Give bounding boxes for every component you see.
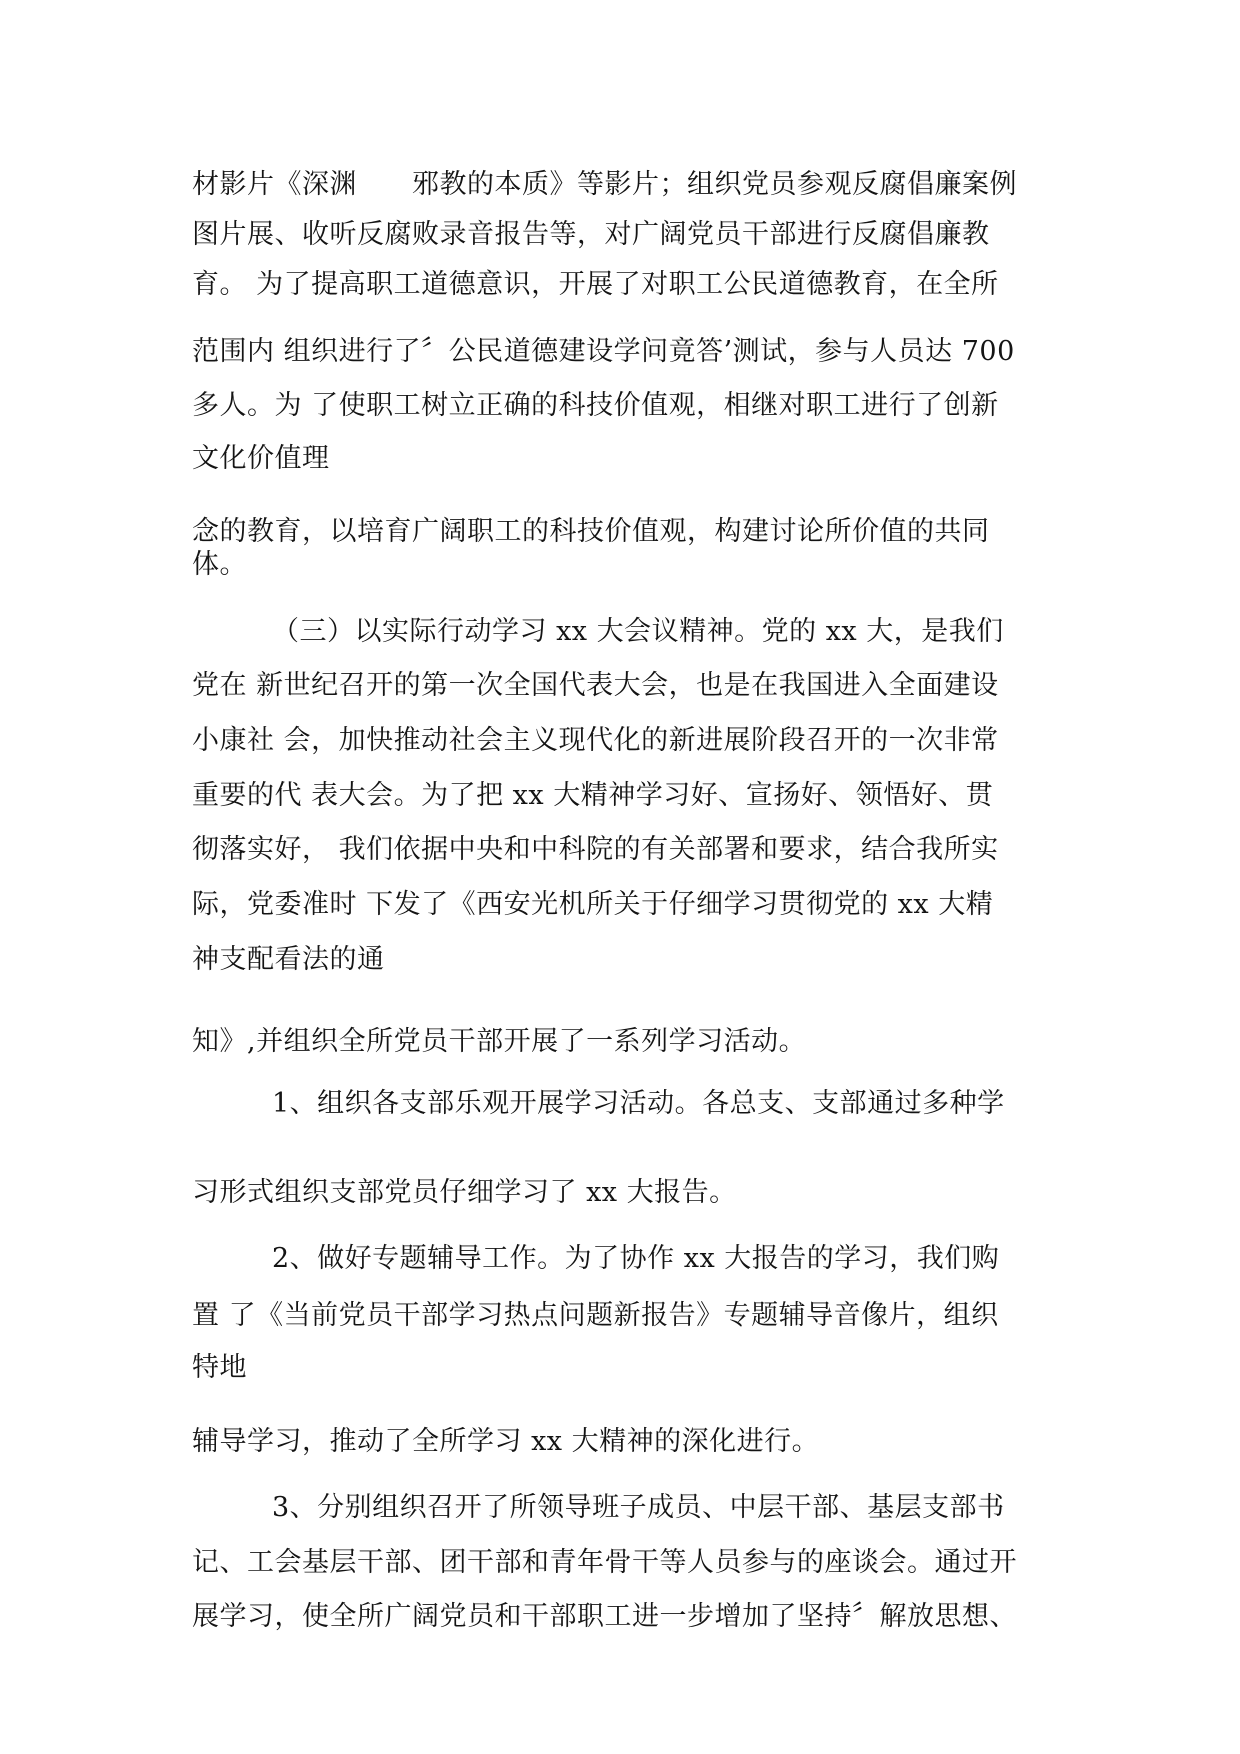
text-line: 范围内 组织进行了〞公民道德建设学问竟答’测试，参与人员达 700 [192, 336, 1015, 367]
text-line: 育。 为了提高职工道德意识，开展了对职工公民道德教育，在全所 [192, 269, 999, 300]
text-line: 置 了《当前党员干部学习热点问题新报告》专题辅导音像片，组织 [192, 1300, 999, 1331]
text-line: 辅导学习，推动了全所学习 xx 大精神的深化进行。 [192, 1426, 820, 1457]
text-line: 材影片《深渊 邪教的本质》等影片；组织党员参观反腐倡廉案例 [192, 169, 1017, 200]
paragraph-start-line: （三）以实际行动学习 xx 大会议精神。党的 xx 大，是我们 [272, 616, 1004, 647]
text-line: 图片展、收听反腐败录音报告等，对广阔党员干部进行反腐倡廉教 [192, 219, 990, 250]
paragraph-start-line: 3、分别组织召开了所领导班子成员、中层干部、基层支部书 [272, 1492, 1005, 1523]
text-line: 际，党委准时 下发了《西安光机所关于仔细学习贯彻党的 xx 大精 [192, 889, 994, 920]
text-line: 特地 [192, 1352, 247, 1383]
text-line: 体。 [192, 549, 247, 580]
paragraph-start-line: 1、组织各支部乐观开展学习活动。各总支、支部通过多种学 [272, 1088, 1005, 1119]
text-line: 知》,并组织全所党员干部开展了一系列学习活动。 [192, 1026, 807, 1057]
text-line: 党在 新世纪召开的第一次全国代表大会，也是在我国进入全面建设 [192, 670, 999, 701]
text-line: 重要的代 表大会。为了把 xx 大精神学习好、宣扬好、领悟好、贯 [192, 780, 994, 811]
paragraph-start-line: 2、做好专题辅导工作。为了协作 xx 大报告的学习，我们购 [272, 1243, 1000, 1274]
text-line: 记、工会基层干部、团干部和青年骨干等人员参与的座谈会。通过开 [192, 1547, 1017, 1578]
text-line: 神支配看法的通 [192, 944, 385, 975]
text-line: 展学习，使全所广阔党员和干部职工进一步增加了坚持〞解放思想、 [192, 1601, 1017, 1632]
text-line: 念的教育，以培育广阔职工的科技价值观，构建讨论所价值的共同 [192, 516, 990, 547]
text-line: 多人。为 了使职工树立正确的科技价值观，相继对职工进行了创新 [192, 390, 999, 421]
text-line: 文化价值理 [192, 443, 330, 474]
text-line: 彻落实好， 我们依据中央和中科院的有关部署和要求，结合我所实 [192, 834, 999, 865]
text-line: 习形式组织支部党员仔细学习了 xx 大报告。 [192, 1177, 737, 1208]
text-line: 小康社 会，加快推动社会主义现代化的新进展阶段召开的一次非常 [192, 725, 999, 756]
